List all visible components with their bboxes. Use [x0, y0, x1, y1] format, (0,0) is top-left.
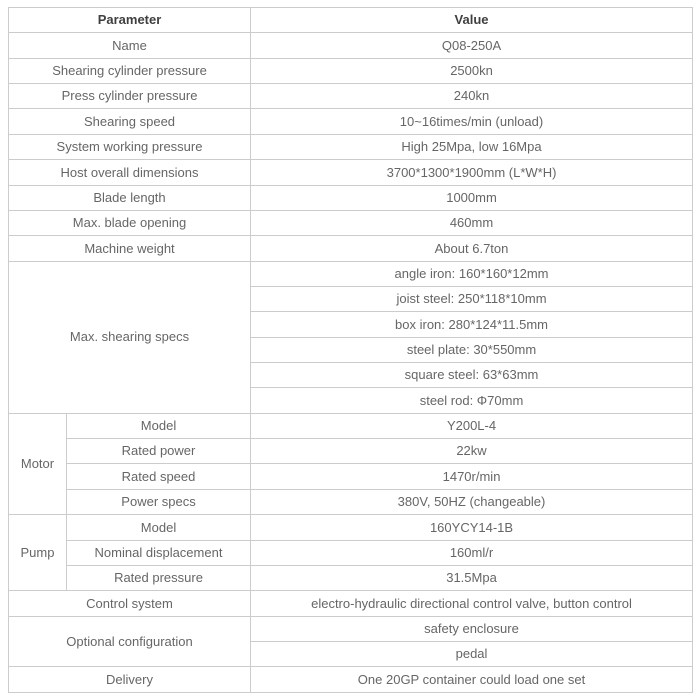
table-row: [9, 58, 693, 83]
value-cell: 240kn: [251, 84, 693, 109]
value-cell: square steel: 63*63mm: [251, 363, 693, 388]
parameter-cell: Delivery: [9, 667, 251, 693]
table-row: [9, 185, 693, 210]
value-cell: One 20GP container could load one set: [251, 667, 693, 693]
table-row: [9, 591, 693, 616]
table-row: [9, 540, 693, 565]
table-row: [9, 210, 693, 235]
table-row: [9, 33, 693, 58]
subparameter-cell: Model: [67, 413, 251, 438]
subparameter-cell: Rated speed: [67, 464, 251, 489]
parameter-cell: Shearing speed: [9, 109, 251, 134]
value-cell: 160ml/r: [251, 540, 693, 565]
value-cell: 22kw: [251, 439, 693, 464]
subparameter-cell: Nominal displacement: [67, 540, 251, 565]
parameter-cell: Control system: [9, 591, 251, 616]
table-row: [9, 160, 693, 185]
value-cell: 3700*1300*1900mm (L*W*H): [251, 160, 693, 185]
group-cell-motor: Motor: [9, 413, 67, 514]
table-row: [9, 109, 693, 134]
table-row: [9, 464, 693, 489]
subparameter-cell: Model: [67, 515, 251, 540]
value-cell: 10~16times/min (unload): [251, 109, 693, 134]
value-cell: steel plate: 30*550mm: [251, 337, 693, 362]
table-row: [9, 515, 693, 540]
table-row: [9, 413, 693, 438]
subparameter-cell: Power specs: [67, 489, 251, 514]
value-cell: angle iron: 160*160*12mm: [251, 261, 693, 286]
value-cell: 380V, 50HZ (changeable): [251, 489, 693, 514]
value-cell: 1470r/min: [251, 464, 693, 489]
parameter-cell-shearing-specs: Max. shearing specs: [9, 261, 251, 413]
table-row: [9, 236, 693, 261]
value-cell: 460mm: [251, 210, 693, 235]
parameter-cell: Press cylinder pressure: [9, 84, 251, 109]
table-row: [9, 439, 693, 464]
specification-table: [8, 7, 693, 693]
value-cell: 2500kn: [251, 58, 693, 83]
table-row: [9, 134, 693, 159]
parameter-cell-optional-configuration: Optional configuration: [9, 616, 251, 667]
value-cell: 1000mm: [251, 185, 693, 210]
table-row: [9, 616, 693, 641]
header-value: Value: [251, 8, 693, 33]
value-cell: Y200L-4: [251, 413, 693, 438]
parameter-cell: System working pressure: [9, 134, 251, 159]
table-row: [9, 489, 693, 514]
header-parameter: Parameter: [9, 8, 251, 33]
value-cell: About 6.7ton: [251, 236, 693, 261]
value-cell: pedal: [251, 641, 693, 666]
subparameter-cell: Rated pressure: [67, 565, 251, 590]
value-cell: electro-hydraulic directional control valve, button control: [251, 591, 693, 616]
table-row: [9, 565, 693, 590]
value-cell: 160YCY14-1B: [251, 515, 693, 540]
value-cell: steel rod: Φ70mm: [251, 388, 693, 413]
parameter-cell: Name: [9, 33, 251, 58]
parameter-cell: Max. blade opening: [9, 210, 251, 235]
parameter-cell: Shearing cylinder pressure: [9, 58, 251, 83]
value-cell: Q08-250A: [251, 33, 693, 58]
value-cell: joist steel: 250*118*10mm: [251, 286, 693, 311]
value-cell: 31.5Mpa: [251, 565, 693, 590]
value-cell: High 25Mpa, low 16Mpa: [251, 134, 693, 159]
value-cell: box iron: 280*124*11.5mm: [251, 312, 693, 337]
group-cell-pump: Pump: [9, 515, 67, 591]
table-row: [9, 667, 693, 693]
value-cell: safety enclosure: [251, 616, 693, 641]
parameter-cell: Machine weight: [9, 236, 251, 261]
parameter-cell: Blade length: [9, 185, 251, 210]
table-header-row: [9, 8, 693, 33]
parameter-cell: Host overall dimensions: [9, 160, 251, 185]
table-row: [9, 261, 693, 286]
subparameter-cell: Rated power: [67, 439, 251, 464]
table-row: [9, 84, 693, 109]
